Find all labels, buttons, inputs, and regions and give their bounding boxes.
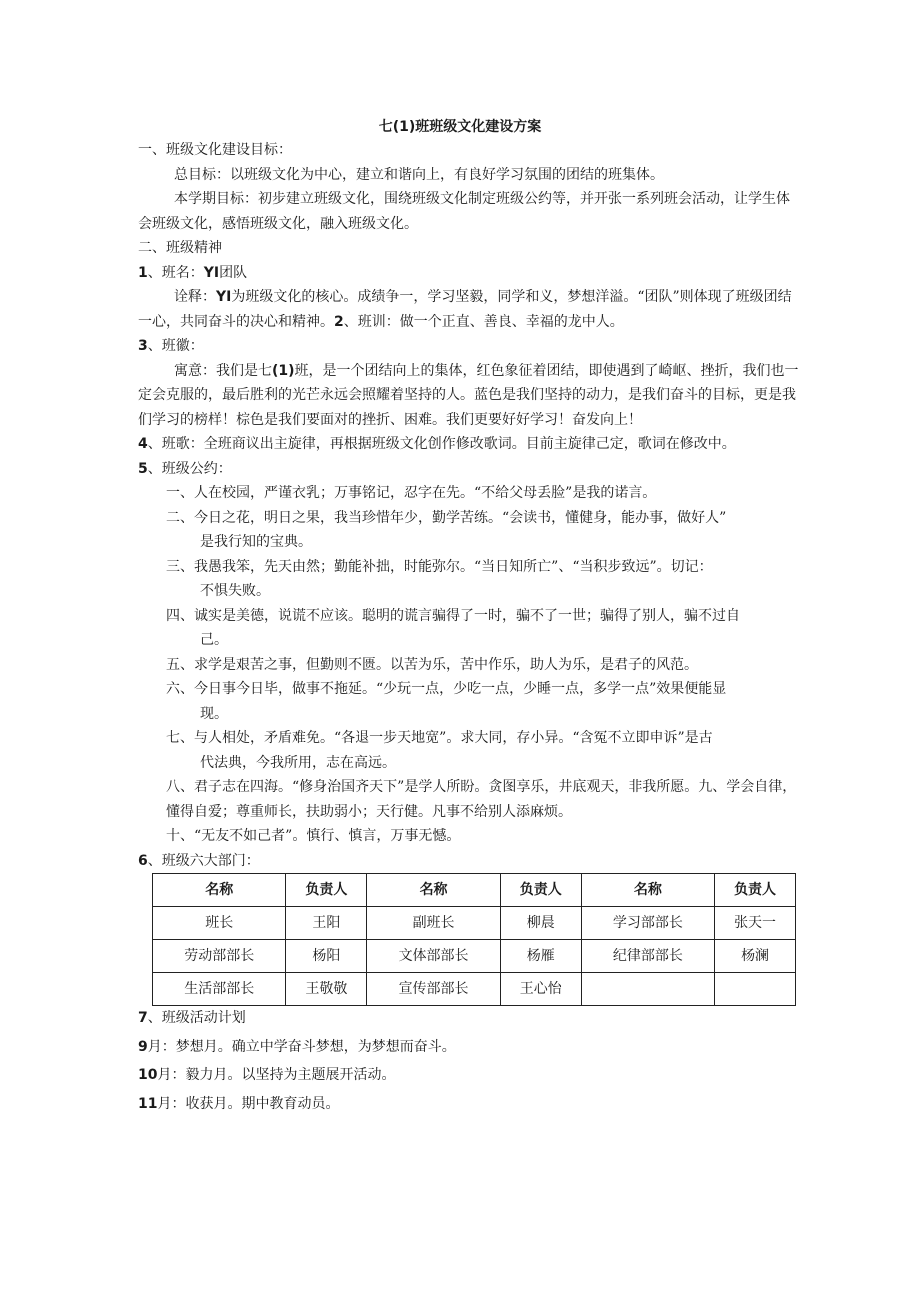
item-number: 6	[138, 852, 148, 869]
rule-continuation: 己。	[200, 632, 228, 648]
class-name-rest: 团队	[219, 264, 248, 281]
table-cell: 杨澜	[715, 940, 796, 973]
table-header: 负责人	[715, 874, 796, 907]
table-header-row	[153, 874, 796, 907]
item-number: 4	[138, 436, 148, 452]
section-heading-spirit: 二、班级精神	[138, 240, 222, 256]
table-cell: 张天一	[715, 907, 796, 940]
table-row	[153, 907, 796, 940]
class-name-bold: YI	[203, 264, 220, 281]
table-cell: 劳动部部长	[153, 940, 286, 973]
rule-item	[166, 653, 800, 678]
rule-continuation: 不惧失败。	[200, 583, 270, 599]
table-row	[153, 940, 796, 973]
rule-text: 八、君子志在四海。“修身治国齐天下”是学人所盼。贪图享乐，井底观天，非我所愿。九、学会自律，懂得自爱；尊重师长，扶助弱小；天行健。凡事不给别人添麻烦。	[166, 779, 797, 820]
departments-line	[138, 849, 800, 874]
rule-text: 三、我愚我笨，先天由然；勤能补拙，时能弥尔。“当日知所亡”、“当积步致远”。切记：	[166, 558, 713, 575]
rule-item	[166, 604, 800, 653]
table-cell: 文体部部长	[367, 940, 500, 973]
plan-month: 10	[138, 1067, 158, 1083]
item-number: 5	[138, 460, 148, 477]
rule-text: 七、与人相处，矛盾难免。“各退一步天地宽”。求大同，存小异。“含冤不立即申诉”是古	[166, 730, 713, 746]
rule-continuation: 代法典，今我所用，志在高远。	[200, 754, 396, 771]
rule-item	[166, 775, 800, 824]
item-number: 3	[138, 338, 148, 354]
rules-list	[138, 481, 800, 849]
plan-item	[138, 1063, 800, 1088]
class-name-label: 、班名：	[147, 264, 204, 281]
rule-text: 一、人在校园，严谨衣乳；万事铭记，忍字在先。“不给父母丢脸”是我的诺言。	[166, 485, 657, 501]
item-number: 1	[138, 264, 148, 281]
rule-text: 十、“无友不如己者”。慎行、慎言，万事无憾。	[166, 828, 461, 844]
overall-goal: 总目标：以班级文化为中心，建立和谐向上，有良好学习氛围的团结的班集体。	[174, 166, 664, 183]
rule-text: 六、今日事今日毕，做事不拖延。“少玩一点，少吃一点，少睡一点，多学一点”效果便能显	[166, 681, 727, 697]
plan-text: 月：收获月。期中教育动员。	[157, 1095, 340, 1112]
emblem-meaning-b: 班，是一个团结向上的集体，红色象征着团结，即使遇到了崎岖、挫折，我们也一定会克服的，最后胜利的光芒永远会照耀着坚持的人。蓝色是我们坚持的动力，是我们奋斗的目标，更是我们学习的榜样！棕色是我们要面对的挫折、困难。我们更要好好学习！奋发向上！	[138, 362, 799, 428]
rule-item	[166, 506, 800, 555]
plan-item	[138, 1035, 800, 1060]
explanation-bold: YI	[216, 289, 232, 305]
rule-item	[166, 481, 800, 506]
rule-item	[166, 555, 800, 604]
table-cell: 生活部部长	[153, 973, 286, 1006]
activity-plan-label: 、班级活动计划	[147, 1010, 246, 1026]
table-cell: 副班长	[367, 907, 500, 940]
section-heading-goals: 一、班级文化建设目标：	[138, 142, 292, 158]
table-header: 负责人	[500, 874, 581, 907]
document-body	[138, 138, 800, 1116]
explanation-text: 为班级文化的核心。成绩争一，学习坚毅，同学和义，梦想洋溢。“团队”则体现了班级团结一心，共同奋斗的决心和精神。	[138, 289, 792, 330]
emblem-meaning-a: 寓意：我们是七	[174, 362, 272, 379]
term-goal: 本学期目标：初步建立班级文化，围绕班级文化制定班级公约等，并开张一系列班会活动，让学生体会班级文化，感悟班级文化，融入班级文化。	[138, 191, 790, 232]
table-row	[153, 973, 796, 1006]
emblem-meaning-bold: (1)	[272, 362, 295, 379]
plan-item	[138, 1092, 800, 1117]
plan-text: 月：毅力月。以坚持为主题展开活动。	[157, 1067, 396, 1083]
table-cell: 班长	[153, 907, 286, 940]
rule-item	[166, 726, 800, 775]
rule-text: 五、求学是艰苦之事，但勤则不匮。以苦为乐，苦中作乐，助人为乐，是君子的风范。	[166, 656, 698, 673]
rule-continuation: 是我行知的宝典。	[200, 534, 312, 550]
rule-text: 二、今日之花，明日之果，我当珍惜年少，勤学苦练。“会读书，懂健身，能办事，做好人”	[166, 509, 727, 526]
departments-table	[152, 873, 796, 1006]
table-cell: 柳晨	[500, 907, 581, 940]
table-cell: 纪律部部长	[581, 940, 714, 973]
class-song: 、班歌：全班商议出主旋律，再根据班级文化创作修改歌词。目前主旋律己定，歌词在修改中。	[147, 436, 736, 452]
table-header: 名称	[367, 874, 500, 907]
class-rules-line	[138, 457, 800, 482]
table-cell: 王敬敬	[286, 973, 367, 1006]
activity-plan-line	[138, 1006, 800, 1031]
explanation-prefix: 诠释：	[174, 289, 216, 305]
item-number: 7	[138, 1010, 148, 1026]
table-cell: 杨雁	[500, 940, 581, 973]
class-song-line	[138, 432, 800, 457]
table-cell: 学习部部长	[581, 907, 714, 940]
table-cell: 杨阳	[286, 940, 367, 973]
class-motto: 、班训：做一个正直、善良、幸福的龙中人。	[343, 313, 624, 330]
plan-month: 9	[138, 1038, 148, 1055]
class-rules-label: 、班级公约：	[147, 460, 232, 477]
rule-item	[166, 824, 800, 849]
class-emblem-line	[138, 334, 800, 359]
rule-item	[166, 677, 800, 726]
table-cell: 宣传部部长	[367, 973, 500, 1006]
document-title: 七(1)班班级文化建设方案	[378, 119, 542, 135]
table-cell	[715, 973, 796, 1006]
item-number: 2	[334, 313, 344, 330]
plan-text: 月：梦想月。确立中学奋斗梦想，为梦想而奋斗。	[147, 1038, 456, 1055]
emblem-meaning	[138, 359, 800, 433]
table-header: 负责人	[286, 874, 367, 907]
table-cell: 王阳	[286, 907, 367, 940]
rule-continuation: 现。	[200, 705, 228, 722]
table-header: 名称	[581, 874, 714, 907]
class-name-explanation	[138, 285, 800, 334]
table-header: 名称	[153, 874, 286, 907]
rule-text: 四、诚实是美德，说谎不应该。聪明的谎言骗得了一时，骗不了一世；骗得了别人，骗不过自	[166, 607, 740, 624]
table-cell	[581, 973, 714, 1006]
plan-month: 11	[138, 1095, 158, 1112]
table-cell: 王心怡	[500, 973, 581, 1006]
class-emblem-label: 、班徽：	[147, 338, 204, 354]
class-name-line	[138, 261, 800, 286]
departments-label: 、班级六大部门：	[147, 852, 260, 869]
